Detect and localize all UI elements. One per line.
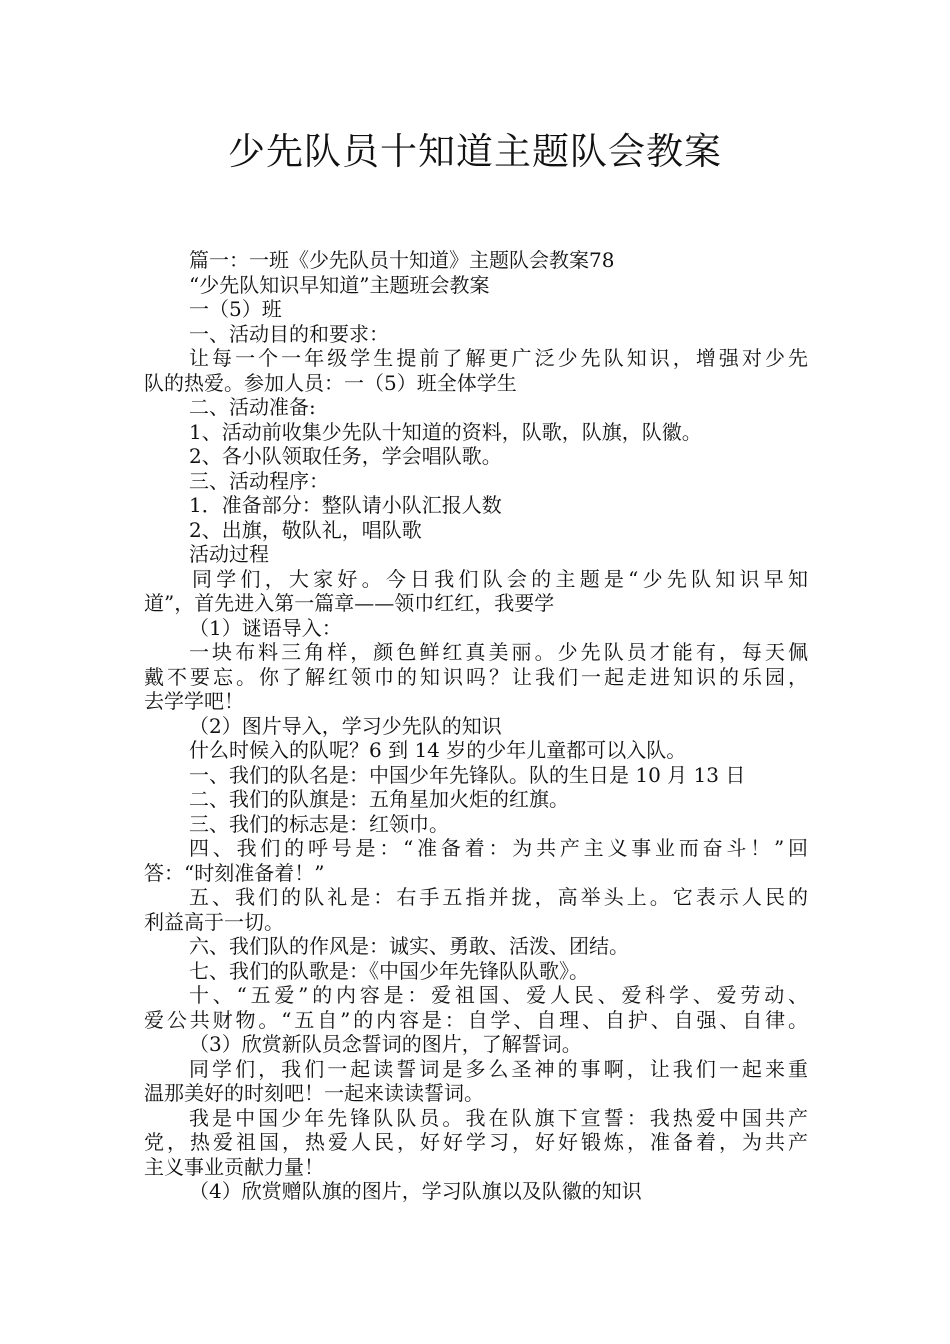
- page-title: 少先队员十知道主题队会教案: [228, 130, 722, 173]
- text-line: 1、活动前收集少先队十知道的资料，队歌，队旗，队徽。: [189, 419, 702, 444]
- text-line: 一块布料三角样，颜色鲜红真美丽。少先队员才能有，每天佩: [189, 640, 808, 664]
- text-line: 五、我们的队礼是：右手五指并拢，高举头上。它表示人民的: [189, 885, 808, 909]
- text-line: 主义事业贡献力量！: [144, 1154, 324, 1179]
- text-line: 七、我们的队歌是：《中国少年先锋队队歌》。: [189, 958, 589, 983]
- text-line: 1．准备部分：整队请小队汇报人数: [189, 493, 502, 517]
- text-line: 戴不要忘。你了解红领巾的知识吗？让我们一起走进知识的乐园，: [144, 664, 808, 689]
- text-line: 一、活动目的和要求：: [189, 321, 389, 346]
- text-line: 2、出旗，敬队礼，唱队歌: [189, 517, 422, 542]
- text-line: 二、我们的队旗是：五角星加火炬的红旗。: [189, 787, 569, 811]
- text-line: 温那美好的时刻吧！一起来读读誓词。: [144, 1081, 484, 1105]
- text-line: （2）图片导入，学习少先队的知识: [189, 713, 502, 738]
- text-line: 我是中国少年先锋队队员。我在队旗下宣誓：我热爱中国共产: [189, 1105, 808, 1130]
- text-line: 2、各小队领取任务，学会唱队歌。: [189, 444, 502, 468]
- document-body: [144, 248, 808, 1204]
- text-line: 让每一个一年级学生提前了解更广泛少先队知识，增强对少先: [189, 346, 808, 370]
- text-line: 党，热爱祖国，热爱人民，好好学习，好好锻炼，准备着，为共产: [144, 1130, 808, 1154]
- text-line: （3）欣赏新队员念誓词的图片，了解誓词。: [189, 1032, 582, 1056]
- text-line: 篇一：一班《少先队员十知道》主题队会教案78: [189, 248, 615, 272]
- text-line: （4）欣赏赠队旗的图片，学习队旗以及队徽的知识: [189, 1179, 642, 1203]
- text-line: 同学们，我们一起读誓词是多么圣神的事啊，让我们一起来重: [189, 1056, 808, 1081]
- text-line: 道”，首先进入第一篇章——领巾红红，我要学: [144, 591, 555, 615]
- text-line: 三、活动程序：: [189, 468, 329, 493]
- text-line: （1）谜语导入：: [189, 615, 342, 640]
- text-line: 利益高于一切。: [144, 909, 284, 934]
- text-line: 四、我们的呼号是：“准备着：为共产主义事业而奋斗！”回: [189, 836, 808, 860]
- text-line: 二、活动准备:: [189, 395, 316, 419]
- text-line: 六、我们队的作风是：诚实、勇敢、活泼、团结。: [189, 934, 629, 958]
- text-line: 一（5）班: [189, 297, 282, 321]
- text-line: 答：“时刻准备着！”: [144, 860, 325, 885]
- text-line: 一、我们的队名是：中国少年先锋队。队的生日是 10 月 13 日: [189, 762, 746, 787]
- text-line: 队的热爱。参加人员：一（5）班全体学生: [144, 370, 517, 395]
- text-line: 十、“五爱”的内容是：爱祖国、爱人民、爱科学、爱劳动、: [189, 983, 808, 1007]
- text-line: 爱公共财物。“五自”的内容是：自学、自理、自护、自强、自律。: [144, 1007, 808, 1032]
- text-line: 什么时候入的队呢？6 到 14 岁的少年儿童都可以入队。: [189, 738, 687, 762]
- text-line: 活动过程: [189, 542, 269, 566]
- text-line: 去学学吧！: [144, 689, 244, 713]
- text-line: 三、我们的标志是：红领巾。: [189, 811, 449, 836]
- text-line: 同学们，大家好。今日我们队会的主题是“少先队知识早知: [192, 566, 808, 591]
- text-line: “少先队知识早知道”主题班会教案: [189, 272, 490, 297]
